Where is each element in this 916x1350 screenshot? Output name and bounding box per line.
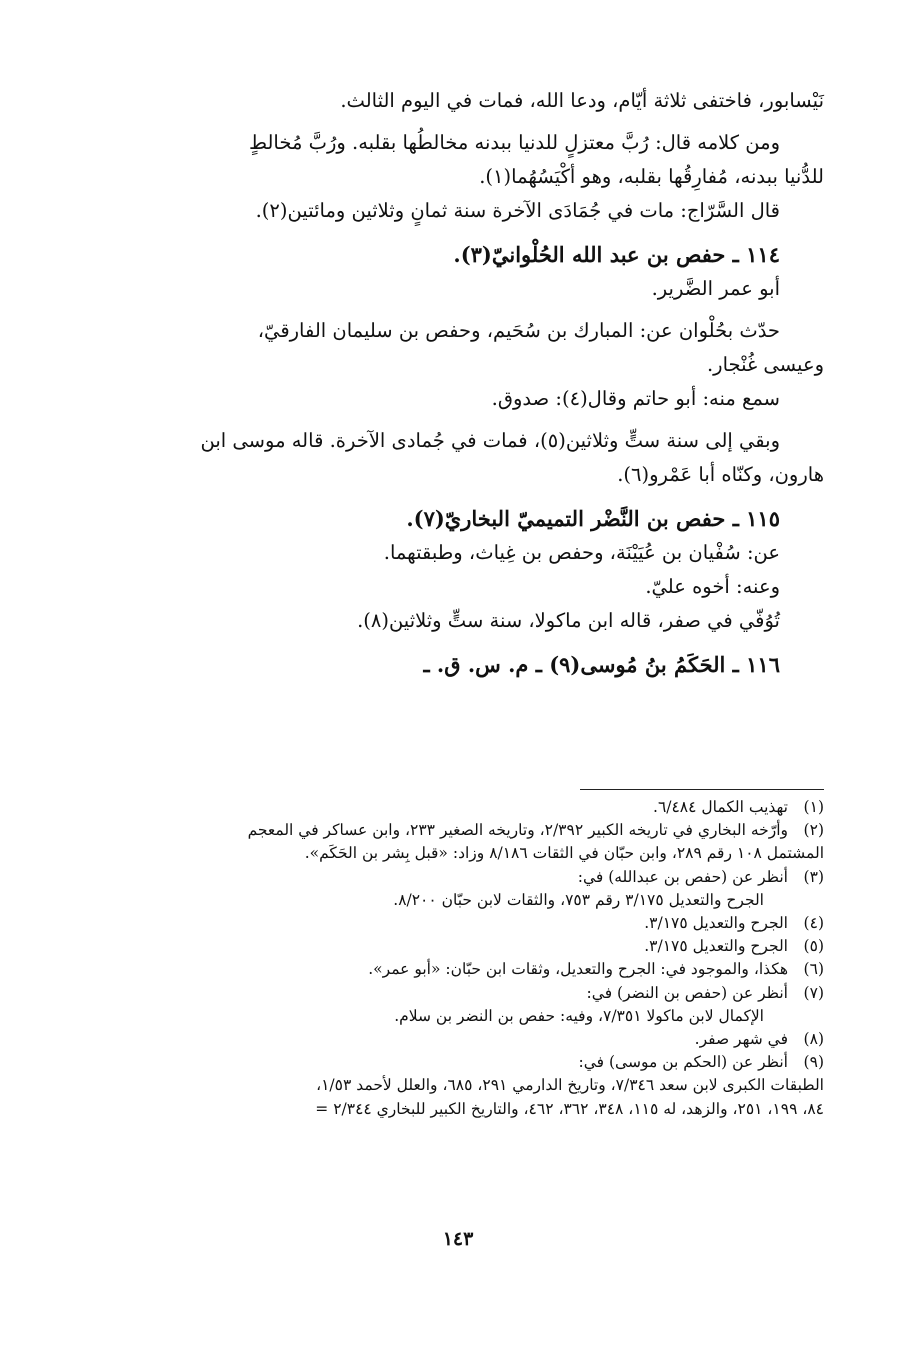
footnotes	[100, 796, 824, 1121]
footnote-number: (١)	[803, 798, 824, 816]
footnote-1	[100, 796, 824, 819]
main-text	[100, 84, 824, 682]
paragraph-5-line-1: حدّث بحُلْوان عن: المبارك بن سُحَيم، وحفص بن سليمان الفارقيّ،	[257, 319, 780, 342]
footnote-number: (٢)	[803, 821, 824, 840]
footnote-2	[100, 819, 824, 842]
footnote-4	[100, 912, 824, 935]
footnote-6	[100, 958, 824, 981]
footnote-text: أنظر عن (الحكم بن موسى) في:	[578, 1053, 788, 1072]
footnote-7-continued: الإكمال لابن ماكولا ٧/٣٥١، وفيه: حفص بن النضر بن سلام.	[394, 1006, 764, 1025]
footnote-8	[100, 1028, 824, 1051]
footnote-text: هكذا، والموجود في: الجرح والتعديل، وثقات ابن حبّان: «أبو عمر».	[368, 960, 788, 979]
paragraph-4: أبو عمر الضَّرير.	[651, 277, 780, 300]
entry-114-heading: ١١٤ ـ حفص بن عبد الله الحُلْوانيّ(٣).	[453, 242, 780, 267]
paragraph-5-line-2: وعيسى غُنْجار.	[706, 353, 824, 376]
footnote-3	[100, 866, 824, 889]
footnote-text: أنظر عن (حفص بن عبدالله) في:	[577, 867, 788, 886]
footnote-text: في شهر صفر.	[694, 1030, 788, 1049]
paragraph-1: نَيْسابور، فاختفى ثلاثة أيّام، ودعا الله، فمات في اليوم الثالث.	[340, 89, 824, 112]
footnote-text: الجرح والتعديل ٣/١٧٥.	[644, 914, 788, 933]
footnote-number: (٦)	[803, 960, 824, 979]
footnote-text: أنظر عن (حفص بن النضر) في:	[586, 983, 788, 1002]
paragraph-3: قال السَّرّاج: مات في جُمَادَى الآخرة سنة ثمانٍ وثلاثين ومائتين(٢).	[255, 199, 780, 222]
footnote-text: وأرّخه البخاري في تاريخه الكبير ٢/٣٩٢، وتاريخه الصغير ٢٣٣، وابن عساكر في المعجم	[247, 821, 788, 840]
paragraph-10: تُوُفّي في صفر، قاله ابن ماكولا، سنة ستٍّ وثلاثين(٨).	[357, 609, 780, 632]
footnote-9-continued-2: ٨٤، ١٩٩، ٢٥١، والزهد، له ١١٥، ٣٤٨، ٣٦٢، ٤٦٢، والتاريخ الكبير للبخاري ٢/٣٤٤ =	[315, 1099, 824, 1118]
footnote-number: (٤)	[803, 914, 824, 933]
footnote-text: تهذيب الكمال ٦/٤٨٤.	[653, 798, 788, 816]
footnote-9-continued-1: الطبقات الكبرى لابن سعد ٧/٣٤٦، وتاريخ الدارمي ٢٩١، ٦٨٥، والعلل لأحمد ١/٥٣،	[316, 1076, 824, 1095]
paragraph-2-line-2: للدُّنيا ببدنه، مُفارِقُها بقلبه، وهو أكْيَسُهُما(١).	[479, 165, 824, 188]
page-number: ١٤٣	[442, 1228, 474, 1250]
footnote-text: الجرح والتعديل ٣/١٧٥.	[644, 937, 788, 956]
entry-115-heading: ١١٥ ـ حفص بن النَّضْر التميميّ البخاريّ(٧).	[406, 506, 780, 531]
footnote-divider	[580, 789, 824, 790]
paragraph-7-line-1: وبقي إلى سنة ستٍّ وثلاثين(٥)، فمات في جُمادى الآخرة. قاله موسى ابن	[200, 429, 780, 452]
footnote-number: (٧)	[803, 983, 824, 1002]
footnote-2-continued: المشتمل ١٠٨ رقم ٢٨٩، وابن حبّان في الثقات ٨/١٨٦ وزاد: «قبل بِشر بن الحَكَم».	[304, 844, 824, 863]
footnote-number: (٥)	[803, 937, 824, 956]
footnote-9	[100, 1051, 824, 1074]
footnote-number: (٩)	[803, 1053, 824, 1072]
paragraph-8: عن: سُفْيان بن عُيَيْنَة، وحفص بن غِياث، وطبقتهما.	[383, 541, 780, 564]
footnote-number: (٨)	[803, 1030, 824, 1049]
entry-116-heading: ١١٦ ـ الحَكَمُ بنُ مُوسى(٩) ـ م. س. ق. ـ	[423, 652, 780, 677]
footnote-7	[100, 982, 824, 1005]
footnote-5	[100, 935, 824, 958]
paragraph-9: وعنه: أخوه عليّ.	[645, 575, 780, 598]
footnote-3-continued: الجرح والتعديل ٣/١٧٥ رقم ٧٥٣، والثقات لابن حبّان ٨/٢٠٠.	[393, 890, 764, 909]
paragraph-6: سمع منه: أبو حاتم وقال(٤): صدوق.	[491, 387, 780, 410]
paragraph-2-line-1: ومن كلامه قال: رُبَّ معتزلٍ للدنيا ببدنه مخالطُها بقلبه. ورُبَّ مُخالطٍ	[248, 131, 780, 154]
footnote-number: (٣)	[803, 867, 824, 886]
paragraph-7-line-2: هارون، وكنّاه أبا عَمْرو(٦).	[617, 463, 824, 486]
